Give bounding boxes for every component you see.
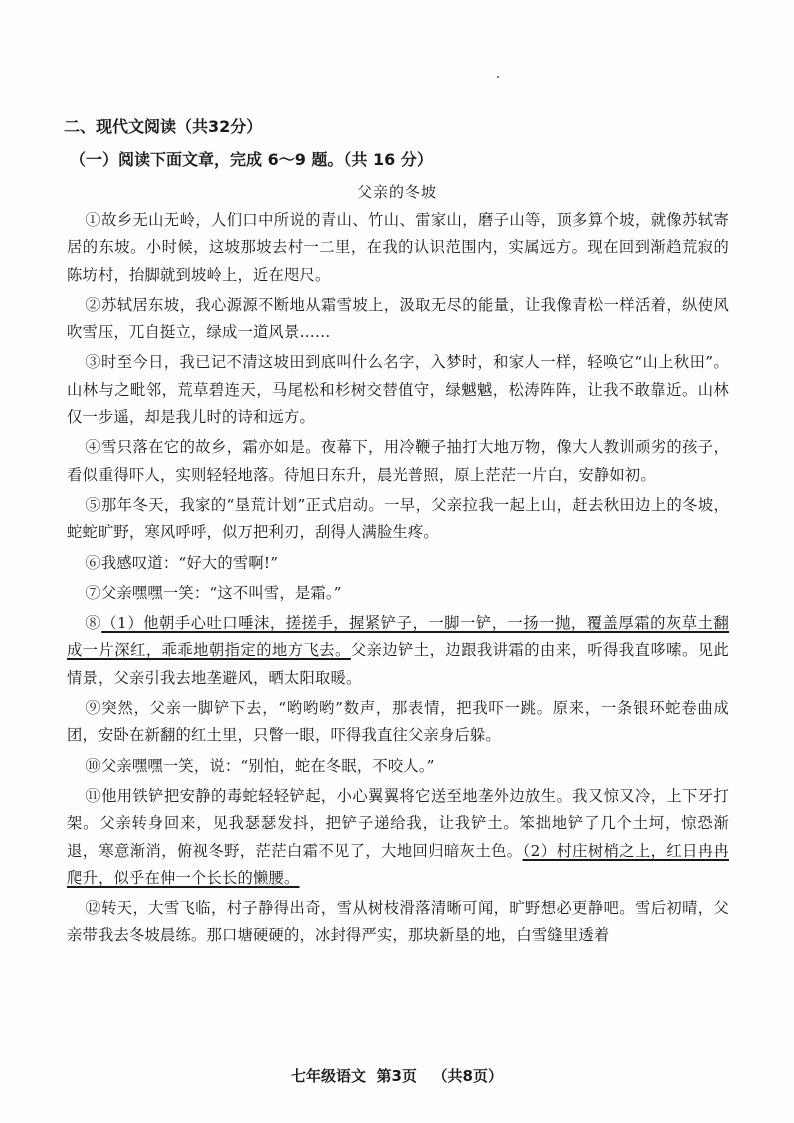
paragraph-11-main: ⑪他用铁铲把安静的毒蛇轻轻铲起，小心翼翼将它送至地垄外边放生。我又惊又冷，上下牙打架。父亲转身回来，见我瑟瑟发抖，把铲子递给我，让我铲土。笨拙地铲了几个土坷，惊恐渐退，寒意渐消，俯视冬野，茫茫白霜不见了，大地回归暗灰土色。 — [67, 786, 729, 860]
underlined-sentence-1: （1）他朝手心吐口唾沫，搓搓手，握紧铲子，一脚一铲，一扬一抛，覆盖厚霜的灰草土翻成一片深红，乖乖地朝指定的地方飞去。 — [67, 614, 729, 660]
paragraph-8 — [67, 610, 729, 692]
paragraph-6: ⑥我感叹道：“好大的雪啊!” — [85, 553, 279, 572]
paragraph-5: ⑤那年冬天，我家的“垦荒计划”正式启动。一早，父亲拉我一起上山，赶去秋田边上的冬坡，蛇蛇旷野，寒风呼呼，似万把利刃，刮得人满脸生疼。 — [67, 495, 729, 542]
article-title: 父亲的冬坡 — [356, 183, 437, 201]
paragraph-1: ①故乡无山无岭，人们口中所说的青山、竹山、雷家山，磨子山等，顶多算个坡，就像苏轼寄居的东坡。小时候，这坡那坡去村一二里，在我的认识范围内，实属远方。现在回到渐趋荒寂的陈坊村，抬脚就到坡岭上，近在咫尺。 — [67, 211, 729, 284]
article-body — [67, 207, 729, 953]
paragraph-10: ⑩父亲嘿嘿一笑，说：“别怕，蛇在冬眠，不咬人。” — [85, 756, 435, 775]
underlined-sentence-2: （2）村庄树梢之上，红日冉冉爬升，似乎在伸一个长长的懒腰。 — [67, 841, 729, 887]
reading-instructions: （一）阅读下面文章，完成 6～9 题。（共 16 分） — [70, 150, 433, 169]
paragraph-2: ②苏轼居东坡，我心源源不断地从霜雪坡上，汲取无尽的能量，让我像青松一样活着，纵使风吹雪压，兀自挺立，绿成一道风景…… — [67, 295, 729, 342]
paragraph-12: ⑫转天，大雪飞临，村子静得出奇，雪从树枝滑落清晰可闻，旷野想必更静吧。雪后初晴，父亲带我去冬坡晨练。那口塘硬硬的，冰封得严实，那块新垦的地，白雪缝里透着 — [67, 899, 729, 945]
section-heading: 二、现代文阅读（共32分） — [64, 117, 263, 136]
paragraph-3: ③时至今日，我已记不清这坡田到底叫什么名字，入梦时，和家人一样，轻唤它“山上秋田”。山林与之毗邻，荒草碧连天，马尾松和杉树交替值守，绿魆魆，松涛阵阵，让我不敢靠近。山林仅一步遥，却是我儿时的诗和远方。 — [67, 353, 729, 427]
page-footer: 七年级语文 第3页 （共8页） — [291, 1067, 503, 1085]
paragraph-8-rest: 父亲边铲土，边跟我讲霜的由来，听得我直哆嗦。见此情景，父亲引我去地垄避风，晒太阳取暖。 — [67, 641, 729, 687]
paragraph-9: ⑨突然，父亲一脚铲下去，“哟哟哟”数声，那表情，把我吓一跳。原来，一条银环蛇卷曲成团，安卧在新翻的红土里，只瞥一眼，吓得我直往父亲身后躲。 — [67, 699, 729, 745]
paragraph-8-number: ⑧ — [85, 614, 102, 633]
paragraph-7: ⑦父亲嘿嘿一笑：“这不叫雪，是霜。” — [85, 583, 342, 602]
paragraph-4: ④雪只落在它的故乡，霜亦如是。夜幕下，用冷鞭子抽打大地万物，像大人教训顽劣的孩子，看似重得吓人，实则轻轻地落。待旭日东升，晨光普照，原上茫茫一片白，安静如初。 — [67, 438, 729, 484]
paragraph-11 — [67, 783, 729, 892]
scan-speck — [497, 76, 499, 78]
